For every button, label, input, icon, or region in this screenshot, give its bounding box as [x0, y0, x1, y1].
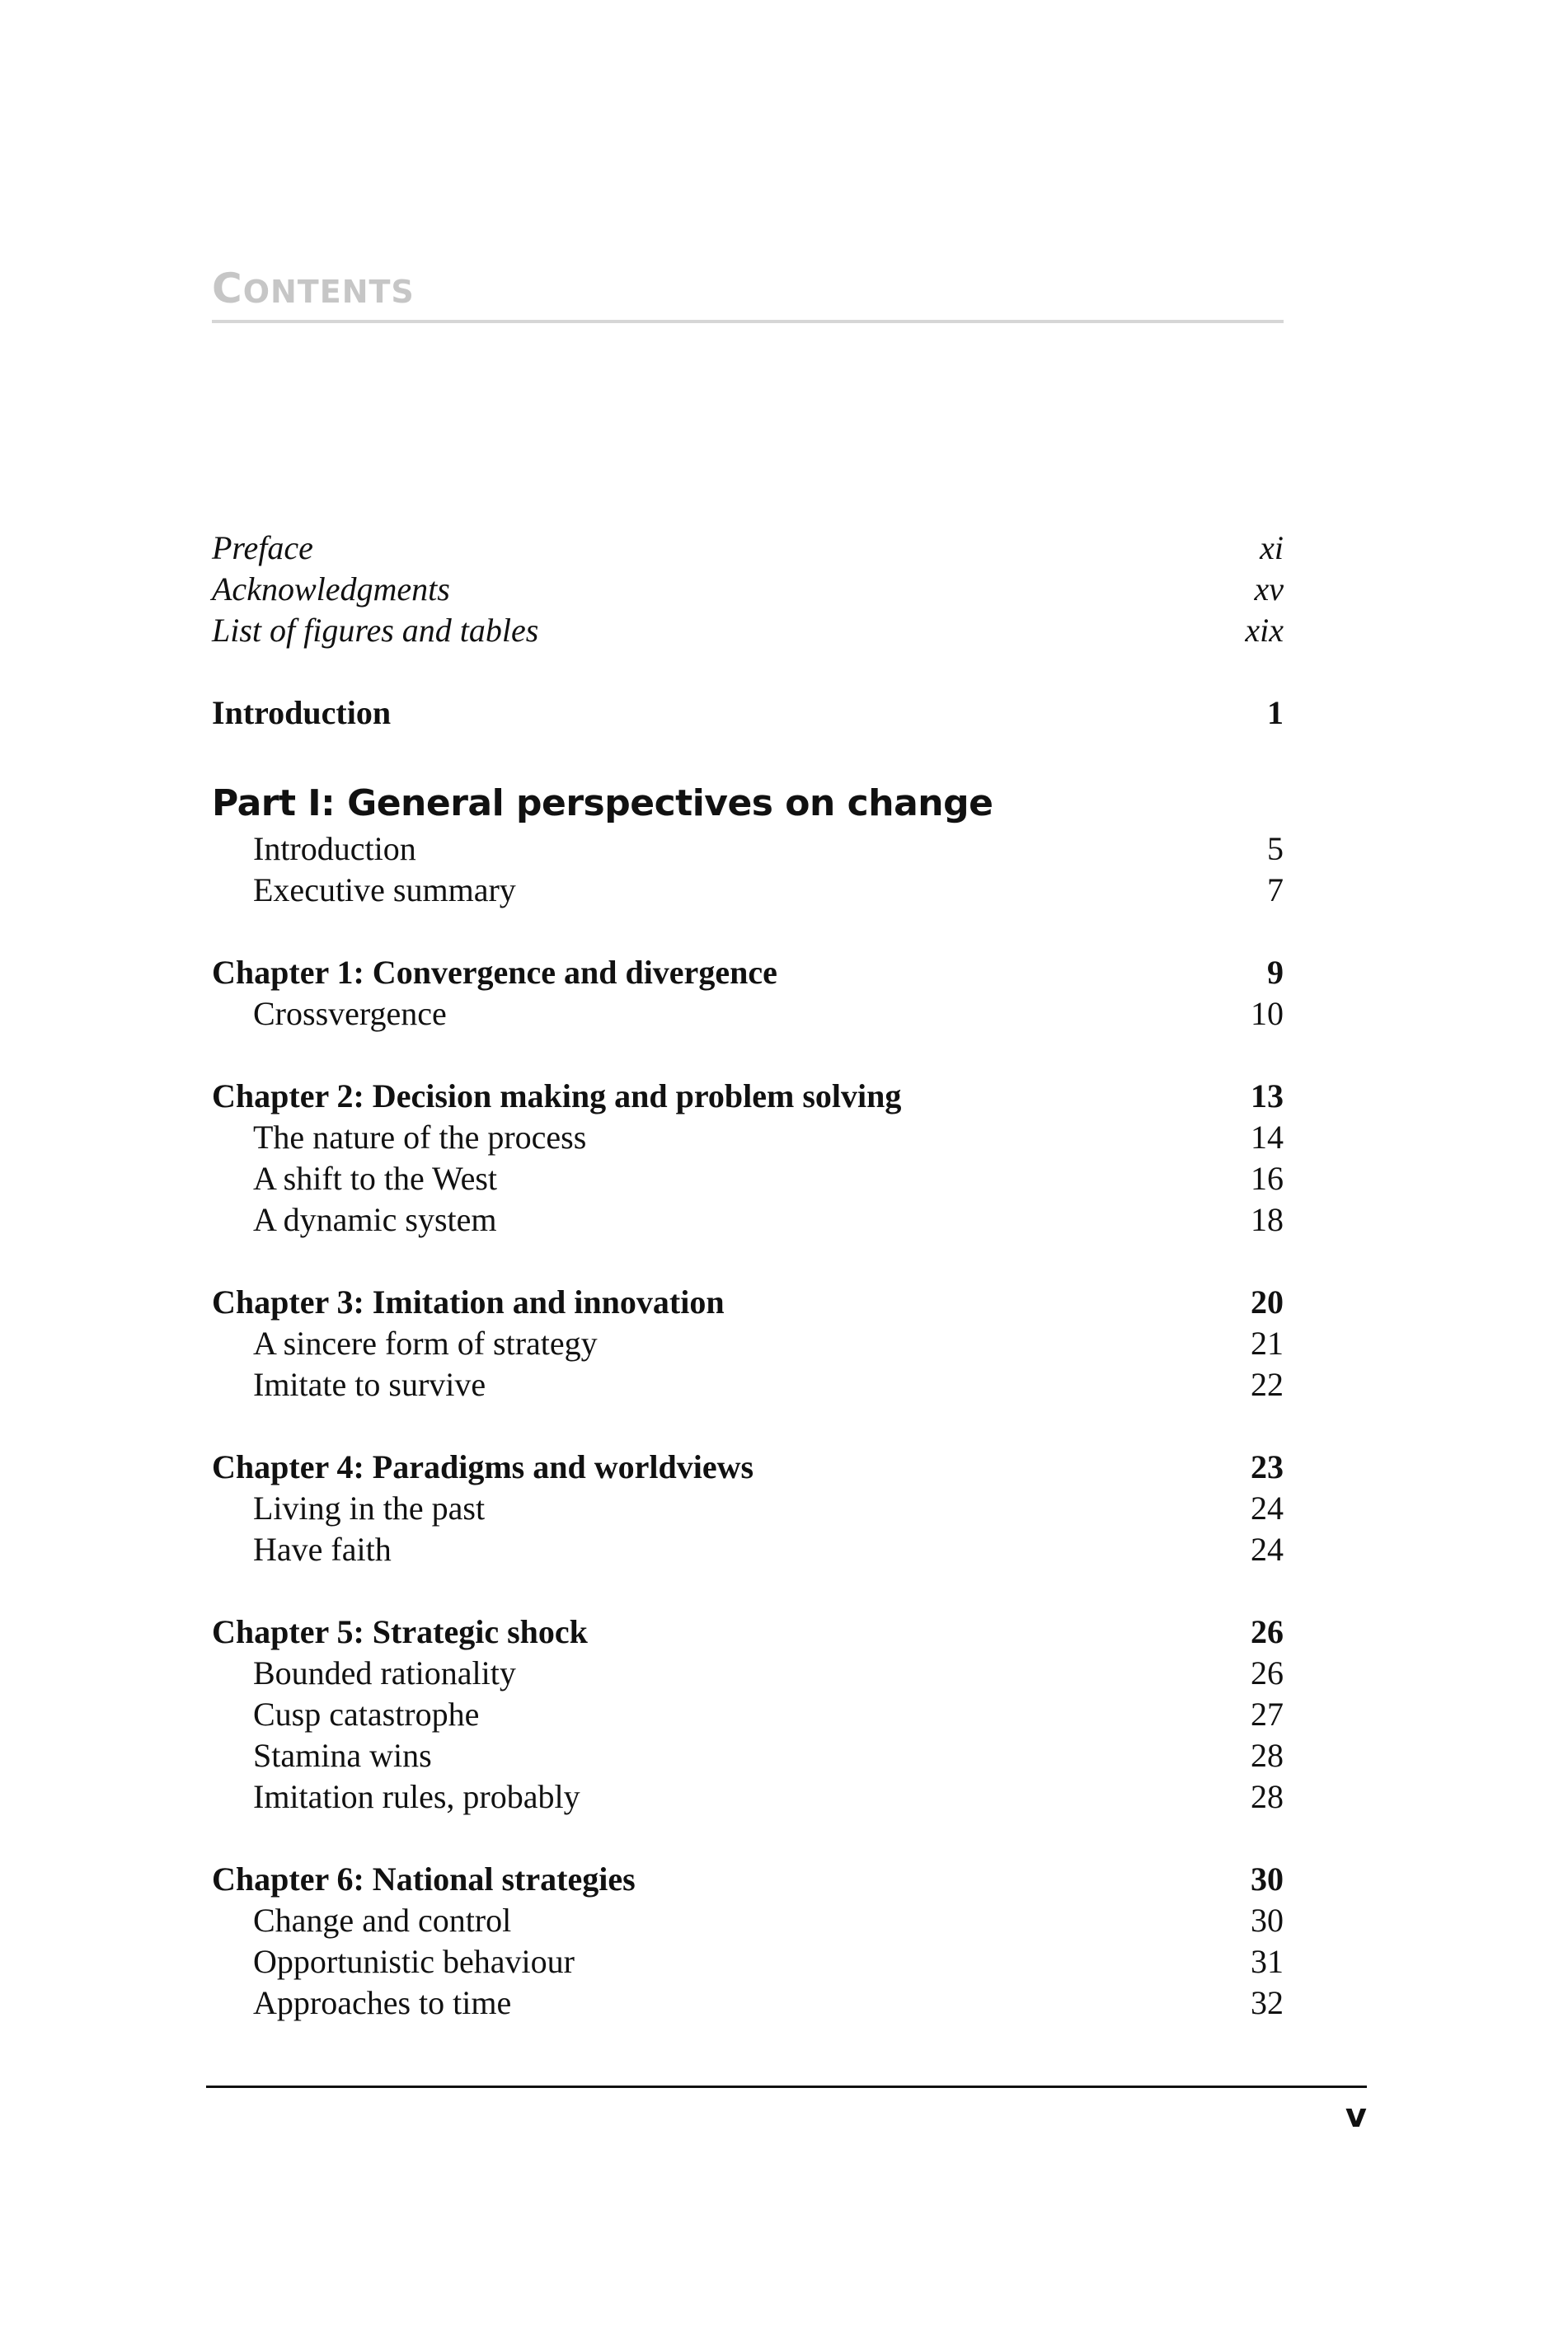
heading-underline — [212, 320, 1284, 323]
chapter-title: Chapter 3: Imitation and innovation — [212, 1283, 725, 1321]
toc-entry-page: 7 — [1267, 871, 1284, 908]
toc-entry-page: xi — [1260, 529, 1284, 566]
toc-chapter-2[interactable] — [212, 1076, 1284, 1117]
toc-section[interactable] — [212, 1941, 1284, 1982]
section-label: Approaches to time — [253, 1984, 512, 2021]
toc-section[interactable] — [212, 1117, 1284, 1158]
toc-section[interactable] — [212, 1735, 1284, 1776]
chapter-title: Chapter 6: National strategies — [212, 1860, 636, 1898]
chapter-page: 9 — [1267, 954, 1284, 991]
section-label: Imitate to survive — [253, 1366, 486, 1403]
section-label: A shift to the West — [253, 1160, 498, 1197]
section-page: 27 — [1251, 1696, 1284, 1733]
toc-entry-label: Acknowledgments — [212, 570, 450, 608]
section-page: 24 — [1251, 1490, 1284, 1527]
toc-chapter-6[interactable] — [212, 1859, 1284, 1900]
section-page: 30 — [1251, 1902, 1284, 1939]
section-label: Have faith — [253, 1531, 392, 1568]
contents-heading-rest: ONTENTS — [242, 274, 415, 310]
section-label: Bounded rationality — [253, 1654, 516, 1691]
toc-entry-figures-tables[interactable] — [212, 610, 1284, 651]
page-number: v — [1345, 2097, 1367, 2135]
toc-entry-executive-summary[interactable] — [212, 870, 1284, 911]
toc-entry-label: Preface — [212, 529, 313, 566]
section-page: 18 — [1251, 1201, 1284, 1238]
toc-entry-page: 5 — [1267, 830, 1284, 867]
toc-chapter-3[interactable] — [212, 1282, 1284, 1323]
section-label: Cusp catastrophe — [253, 1696, 480, 1733]
toc-section[interactable] — [212, 1776, 1284, 1818]
toc-entry-label: List of figures and tables — [212, 612, 539, 649]
toc-entry-page: 1 — [1267, 694, 1284, 731]
section-page: 26 — [1251, 1654, 1284, 1691]
section-label: A sincere form of strategy — [253, 1325, 598, 1362]
section-label: Imitation rules, probably — [253, 1778, 580, 1815]
section-page: 28 — [1251, 1778, 1284, 1815]
section-label: A dynamic system — [253, 1201, 497, 1238]
toc-section[interactable] — [212, 1158, 1284, 1199]
toc-entry-label: Executive summary — [253, 871, 516, 908]
section-label: Crossvergence — [253, 995, 447, 1032]
table-of-contents — [212, 528, 1284, 2024]
chapter-page: 20 — [1251, 1283, 1284, 1321]
chapter-page: 26 — [1251, 1613, 1284, 1650]
section-page: 21 — [1251, 1325, 1284, 1362]
section-page: 32 — [1251, 1984, 1284, 2021]
toc-section[interactable] — [212, 1653, 1284, 1694]
toc-entry-acknowledgments[interactable] — [212, 569, 1284, 610]
toc-section[interactable] — [212, 1900, 1284, 1941]
section-label: Opportunistic behaviour — [253, 1943, 575, 1980]
contents-heading-initial: C — [212, 265, 243, 312]
toc-entry-page: xix — [1245, 612, 1284, 649]
chapter-page: 23 — [1251, 1448, 1284, 1485]
section-label: Stamina wins — [253, 1737, 432, 1774]
contents-heading — [212, 265, 1284, 312]
toc-section[interactable] — [212, 1199, 1284, 1241]
part-title[interactable]: Part I: General perspectives on change — [212, 782, 993, 824]
section-label: Change and control — [253, 1902, 512, 1939]
section-page: 31 — [1251, 1943, 1284, 1980]
toc-section[interactable] — [212, 1323, 1284, 1364]
toc-section[interactable] — [212, 1364, 1284, 1405]
chapter-title: Chapter 5: Strategic shock — [212, 1613, 588, 1650]
chapter-title: Chapter 2: Decision making and problem solving — [212, 1077, 902, 1114]
section-label: Living in the past — [253, 1490, 486, 1527]
toc-entry-label: Introduction — [212, 694, 392, 731]
toc-section[interactable] — [212, 1694, 1284, 1735]
footer-rule — [206, 2086, 1367, 2088]
toc-section[interactable] — [212, 1529, 1284, 1570]
toc-entry-page: xv — [1254, 570, 1284, 608]
toc-section[interactable] — [212, 993, 1284, 1035]
toc-chapter-5[interactable] — [212, 1612, 1284, 1653]
toc-entry-label: Introduction — [253, 830, 416, 867]
section-page: 16 — [1251, 1160, 1284, 1197]
chapter-title: Chapter 4: Paradigms and worldviews — [212, 1448, 754, 1485]
chapter-page: 13 — [1251, 1077, 1284, 1114]
section-page: 24 — [1251, 1531, 1284, 1568]
toc-section[interactable] — [212, 1488, 1284, 1529]
toc-entry-preface[interactable] — [212, 528, 1284, 569]
section-page: 22 — [1251, 1366, 1284, 1403]
toc-entry-part-introduction[interactable] — [212, 828, 1284, 870]
chapter-title: Chapter 1: Convergence and divergence — [212, 954, 777, 991]
toc-entry-introduction[interactable] — [212, 692, 1284, 734]
section-label: The nature of the process — [253, 1119, 587, 1156]
section-page: 14 — [1251, 1119, 1284, 1156]
toc-section[interactable] — [212, 1982, 1284, 2024]
section-page: 28 — [1251, 1737, 1284, 1774]
chapter-page: 30 — [1251, 1860, 1284, 1898]
toc-chapter-1[interactable] — [212, 952, 1284, 993]
section-page: 10 — [1251, 995, 1284, 1032]
toc-chapter-4[interactable] — [212, 1447, 1284, 1488]
